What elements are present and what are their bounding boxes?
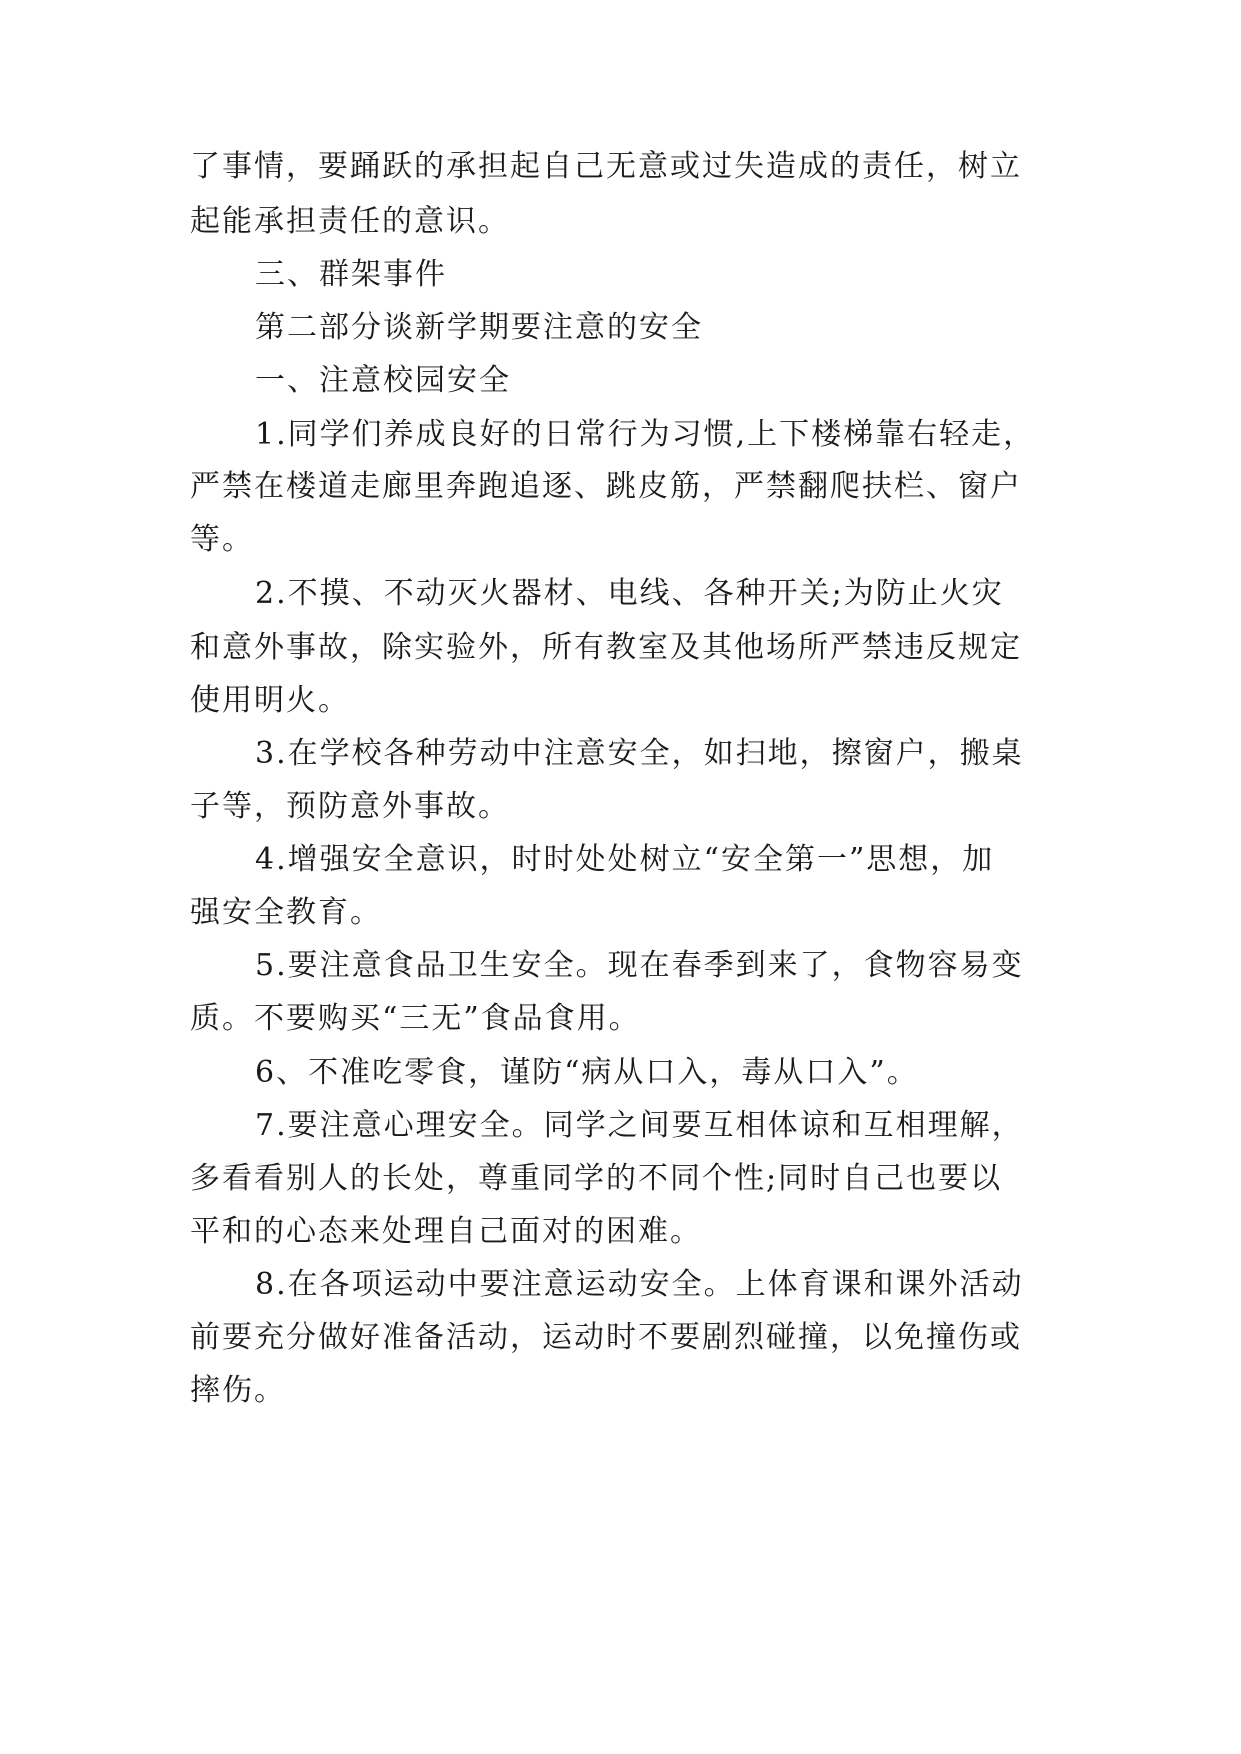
text-line: 1.同学们养成良好的日常行为习惯,上下楼梯靠右轻走，	[255, 417, 1036, 452]
text-line: 6、不准吃零食，谨防“病从口入，毒从口入”。	[255, 1055, 919, 1090]
text-line: 平和的心态来处理自己面对的困难。	[190, 1214, 702, 1249]
text-line: 摔伤。	[190, 1373, 286, 1408]
text-line: 使用明火。	[190, 683, 350, 718]
text-line: 和意外事故，除实验外，所有教室及其他场所严禁违反规定	[190, 630, 1022, 665]
text-line: 子等，预防意外事故。	[190, 789, 510, 824]
text-line: 起能承担责任的意识。	[190, 204, 510, 239]
text-line: 7.要注意心理安全。同学之间要互相体谅和互相理解，	[255, 1108, 1024, 1143]
text-line: 前要充分做好准备活动，运动时不要剧烈碰撞，以免撞伤或	[190, 1320, 1022, 1355]
text-line: 了事情，要踊跃的承担起自己无意或过失造成的责任，树立	[190, 149, 1022, 184]
section-heading: 一、注意校园安全	[255, 363, 511, 398]
text-line: 8.在各项运动中要注意运动安全。上体育课和课外活动	[255, 1267, 1024, 1302]
text-line: 多看看别人的长处，尊重同学的不同个性;同时自己也要以	[190, 1161, 1003, 1196]
part-heading: 第二部分谈新学期要注意的安全	[255, 310, 703, 345]
text-line: 质。不要购买“三无”食品食用。	[190, 1001, 641, 1036]
text-line: 严禁在楼道走廊里奔跑追逐、跳皮筋，严禁翻爬扶栏、窗户	[190, 469, 1022, 504]
text-line: 等。	[190, 522, 254, 557]
section-heading: 三、群架事件	[255, 257, 447, 292]
text-line: 3.在学校各种劳动中注意安全，如扫地，擦窗户，搬桌	[255, 736, 1024, 771]
text-line: 强安全教育。	[190, 895, 382, 930]
text-line: 4.增强安全意识，时时处处树立“安全第一”思想，加	[255, 842, 995, 877]
text-line: 5.要注意食品卫生安全。现在春季到来了，食物容易变	[255, 948, 1024, 983]
text-line: 2.不摸、不动灭火器材、电线、各种开关;为防止火灾	[255, 576, 1004, 611]
